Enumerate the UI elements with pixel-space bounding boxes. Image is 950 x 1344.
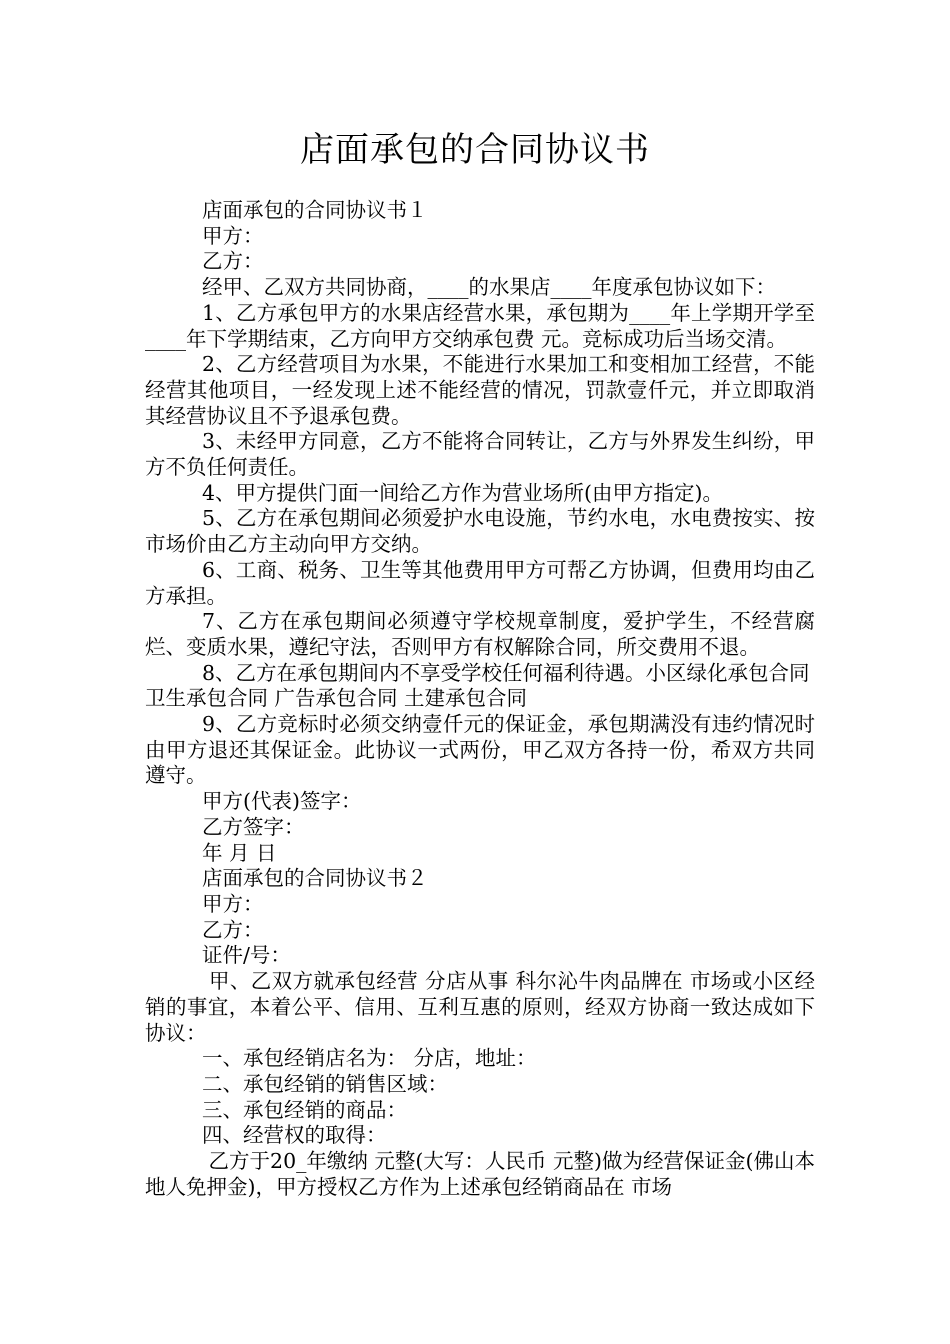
item-sales-area: 二、承包经销的销售区域：: [202, 1071, 448, 1096]
clause-7: 7、乙方在承包期间必须遵守学校规章制度，爱护学生，不经营腐烂、变质水果，遵纪守法，否则甲方有权解除合同，所交费用不退。: [145, 609, 815, 659]
item-store-name: 一、承包经销店名为： 分店，地址：: [202, 1046, 537, 1071]
intro-paragraph: 经甲、乙双方共同协商，____的水果店____年度承包协议如下：: [202, 275, 776, 300]
party-b-line-2: 乙方：: [202, 917, 264, 942]
clause-3: 3、未经甲方同意，乙方不能将合同转让，乙方与外界发生纠纷，甲方不负任何责任。: [145, 429, 815, 480]
item-operating-rights: 四、经营权的取得：: [202, 1123, 387, 1148]
clause-8: 8、乙方在承包期间内不享受学校任何福利待遇。小区绿化承包合同 卫生承包合同 广告承包合同 土建承包合同: [145, 660, 817, 711]
clause-6: 6、工商、税务、卫生等其他费用甲方可帮乙方协调，但费用均由乙方承担。: [145, 557, 815, 608]
party-b-line: 乙方：: [202, 249, 264, 274]
clause-5: 5、乙方在承包期间必须爱护水电设施，节约水电，水电费按实、按市场价由乙方主动向甲方交纳。: [145, 506, 815, 557]
clause-9: 9、乙方竞标时必须交纳壹仟元的保证金，承包期满没有违约情况时由甲方退还其保证金。此协议一式两份，甲乙双方各持一份，希双方共同遵守。: [145, 712, 815, 788]
clause-4: 4、甲方提供门面一间给乙方作为营业场所(由甲方指定)。: [202, 480, 724, 505]
document-title: 店面承包的合同协议书: [300, 130, 650, 170]
clause-2: 2、乙方经营项目为水果，不能进行水果加工和变相加工经营，不能经营其他项目，一经发现上述不能经营的情况，罚款壹仟元，并立即取消其经营协议且不予退承包费。: [145, 352, 815, 428]
clause-1: 1、乙方承包甲方的水果店经营水果，承包期为____年上学期开学至____年下学期结束，乙方向甲方交纳承包费 元。竞标成功后当场交清。: [145, 300, 815, 351]
agreement-intro: 甲、乙双方就承包经营 分店从事 科尔沁牛肉品牌在 市场或小区经销的事宜，本着公平、信用、互利互惠的原则，经双方协商一致达成如下协议：: [145, 969, 815, 1045]
party-a-signature: 甲方(代表)签字：: [202, 789, 362, 814]
date-line: 年 月 日: [202, 840, 277, 865]
id-number-line: 证件/号：: [202, 943, 291, 968]
deposit-paragraph: 乙方于20_年缴纳 元整(大写：人民币 元整)做为经营保证金(佛山本地人免押金)，甲方授权乙方作为上述承包经销商品在 市场: [145, 1149, 815, 1199]
item-products: 三、承包经销的商品：: [202, 1097, 407, 1122]
party-a-line-2: 甲方：: [202, 891, 264, 916]
document-body: [145, 198, 815, 1200]
party-b-signature: 乙方签字：: [202, 814, 305, 839]
section-heading-2: 店面承包的合同协议书２: [202, 866, 428, 891]
section-heading-1: 店面承包的合同协议书１: [202, 198, 428, 222]
party-a-line: 甲方：: [202, 223, 264, 248]
